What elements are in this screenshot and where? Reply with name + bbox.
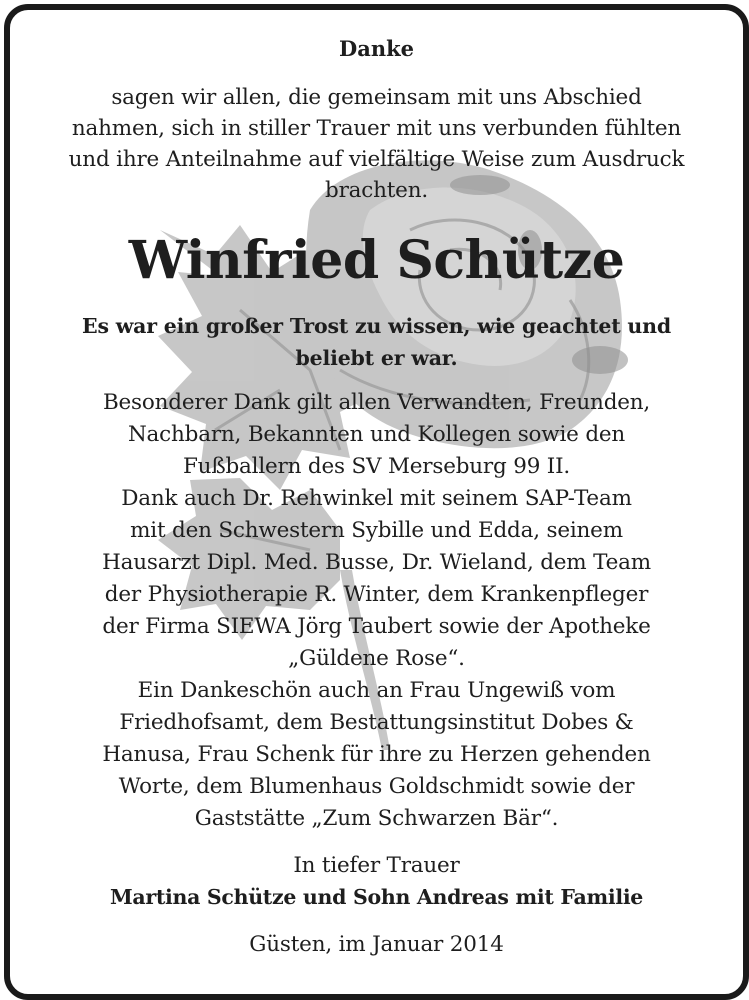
thanks-line: der Physiotherapie R. Winter, dem Krankenpfleger <box>104 582 649 607</box>
thanks-line: Dank auch Dr. Rehwinkel mit seinem SAP-Team <box>121 486 632 511</box>
thanks-line: Hausarzt Dipl. Med. Busse, Dr. Wieland, dem Team <box>102 550 651 575</box>
thanks-line: Worte, dem Blumenhaus Goldschmidt sowie der <box>118 774 635 799</box>
thanks-line: Ein Dankeschön auch an Frau Ungewiß vom <box>137 678 616 703</box>
subheading-line: beliebt er war. <box>295 346 458 370</box>
thanks-line: mit den Schwestern Sybille und Edda, seinem <box>130 518 623 543</box>
place-date: Güsten, im Januar 2014 <box>249 932 504 957</box>
thanks-line: Friedhofsamt, dem Bestattungsinstitut Dobes & <box>119 710 634 735</box>
thanks-line: Besonderer Dank gilt allen Verwandten, Freunden, <box>102 390 651 415</box>
signature: Martina Schütze und Sohn Andreas mit Familie <box>109 885 644 909</box>
thanks-line: Nachbarn, Bekannten und Kollegen sowie den <box>127 422 626 447</box>
intro-line: nahmen, sich in stiller Trauer mit uns verbunden fühlten <box>71 116 682 141</box>
thanks-line: Fußballern des SV Merseburg 99 II. <box>182 454 571 479</box>
intro-line: und ihre Anteilnahme auf vielfältige Weise zum Ausdruck <box>68 147 685 172</box>
thanks-line: „Güldene Rose“. <box>288 646 465 671</box>
obituary-card <box>4 4 749 1000</box>
deceased-name: Winfried Schütze <box>128 230 625 291</box>
thanks-line: Hanusa, Frau Schenk für ihre zu Herzen gehenden <box>102 742 651 767</box>
intro-line: brachten. <box>325 178 428 203</box>
subheading-line: Es war ein großer Trost zu wissen, wie geachtet und <box>82 314 671 338</box>
heading: Danke <box>339 36 414 61</box>
intro-line: sagen wir allen, die gemeinsam mit uns Abschied <box>111 85 642 110</box>
thanks-line: Gaststätte „Zum Schwarzen Bär“. <box>194 806 559 831</box>
thanks-line: der Firma SIEWA Jörg Taubert sowie der Apotheke <box>102 614 651 639</box>
obituary-text <box>10 10 743 994</box>
closing: In tiefer Trauer <box>293 853 460 878</box>
